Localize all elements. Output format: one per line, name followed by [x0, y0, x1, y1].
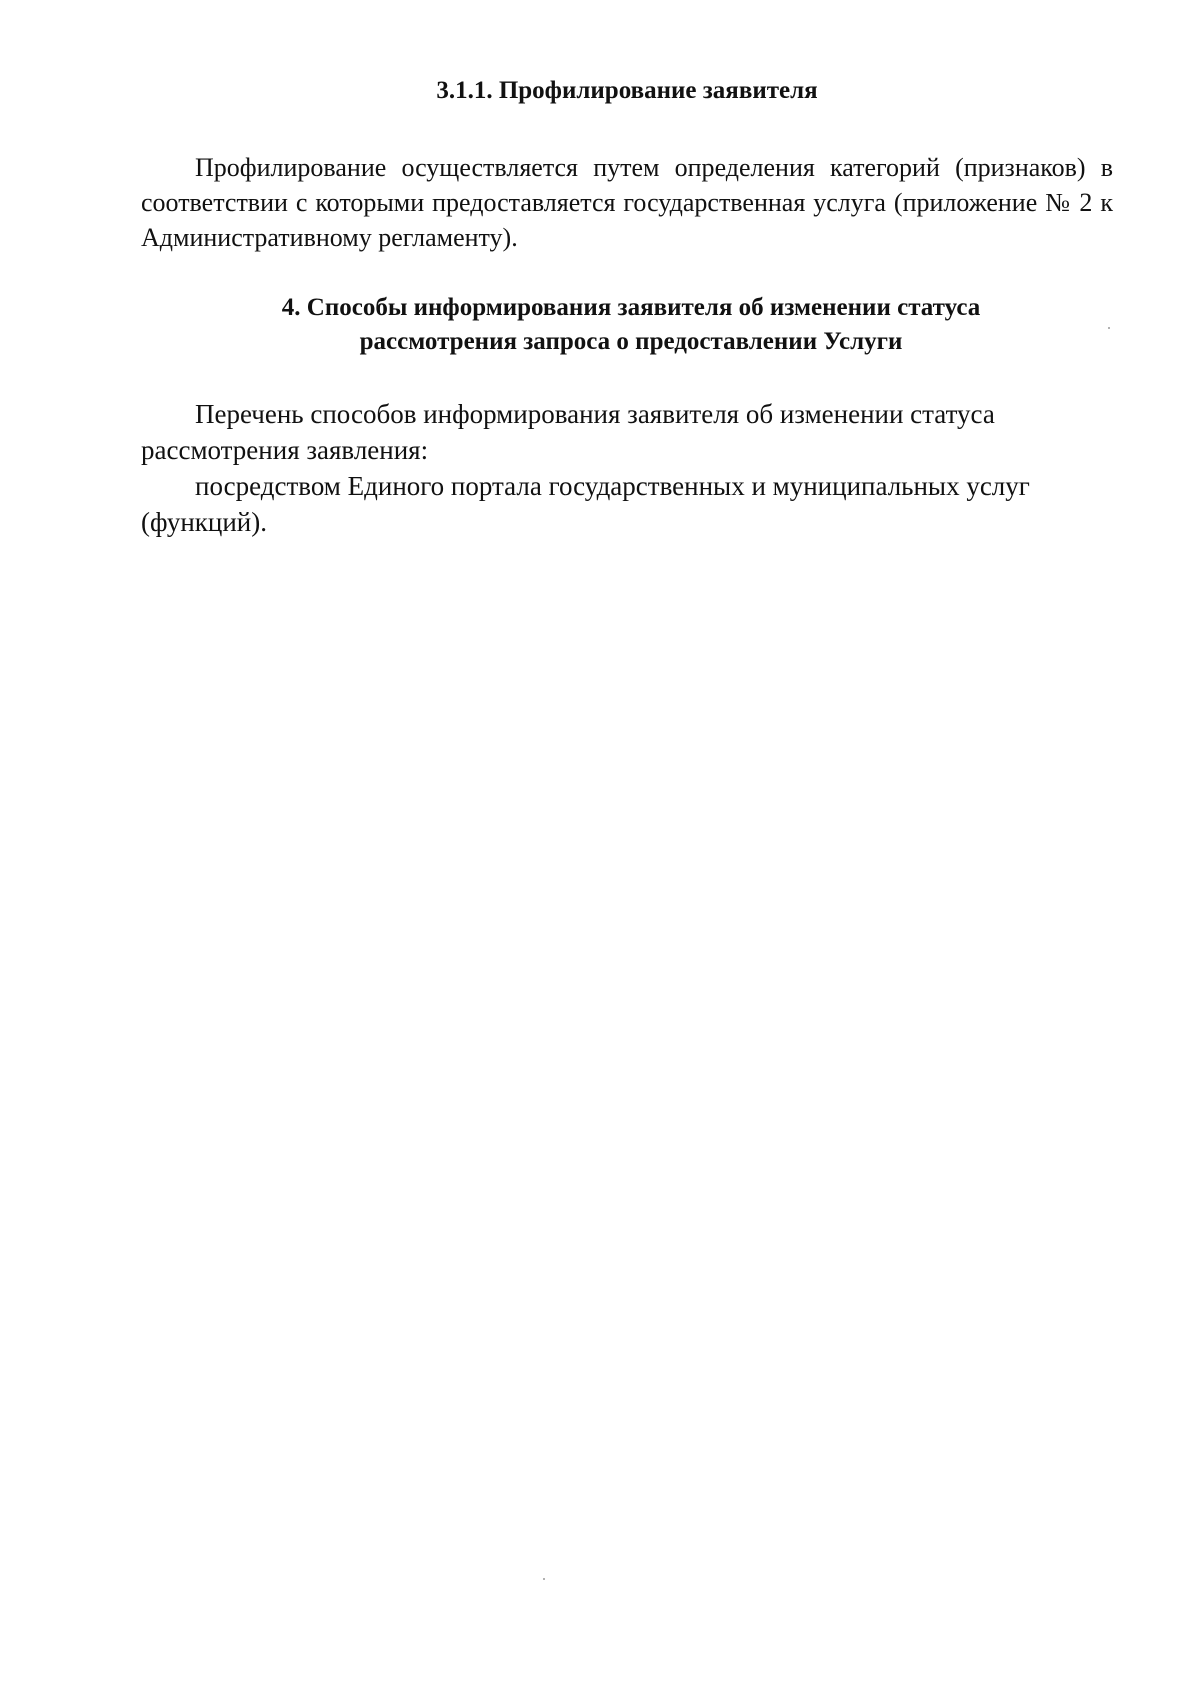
section-4-heading: [141, 291, 1113, 359]
section-4-paragraph-2: посредством Единого портала государственных и муниципальных услуг (функций).: [141, 471, 1030, 537]
section-3-1-1-paragraph: Профилирование осуществляется путем определения категорий (признаков) в соответствии с которыми предоставляется государственная услуга (приложение № 2 к Административному регламенту).: [141, 153, 1113, 252]
document-content: [141, 74, 1113, 540]
section-4-heading-line-2: рассмотрения запроса о предоставлении Услуги: [359, 328, 903, 355]
section-3-1-1-heading: 3.1.1. Профилирование заявителя: [436, 77, 818, 104]
scan-speck: [543, 1578, 545, 1580]
section-4-paragraph-1: Перечень способов информирования заявителя об изменении статуса рассмотрения заявления:: [141, 399, 995, 465]
section-4-heading-line-1: 4. Способы информирования заявителя об изменении статуса: [281, 294, 981, 321]
section-4-body: [141, 396, 1113, 540]
scan-speck: [1108, 327, 1110, 329]
